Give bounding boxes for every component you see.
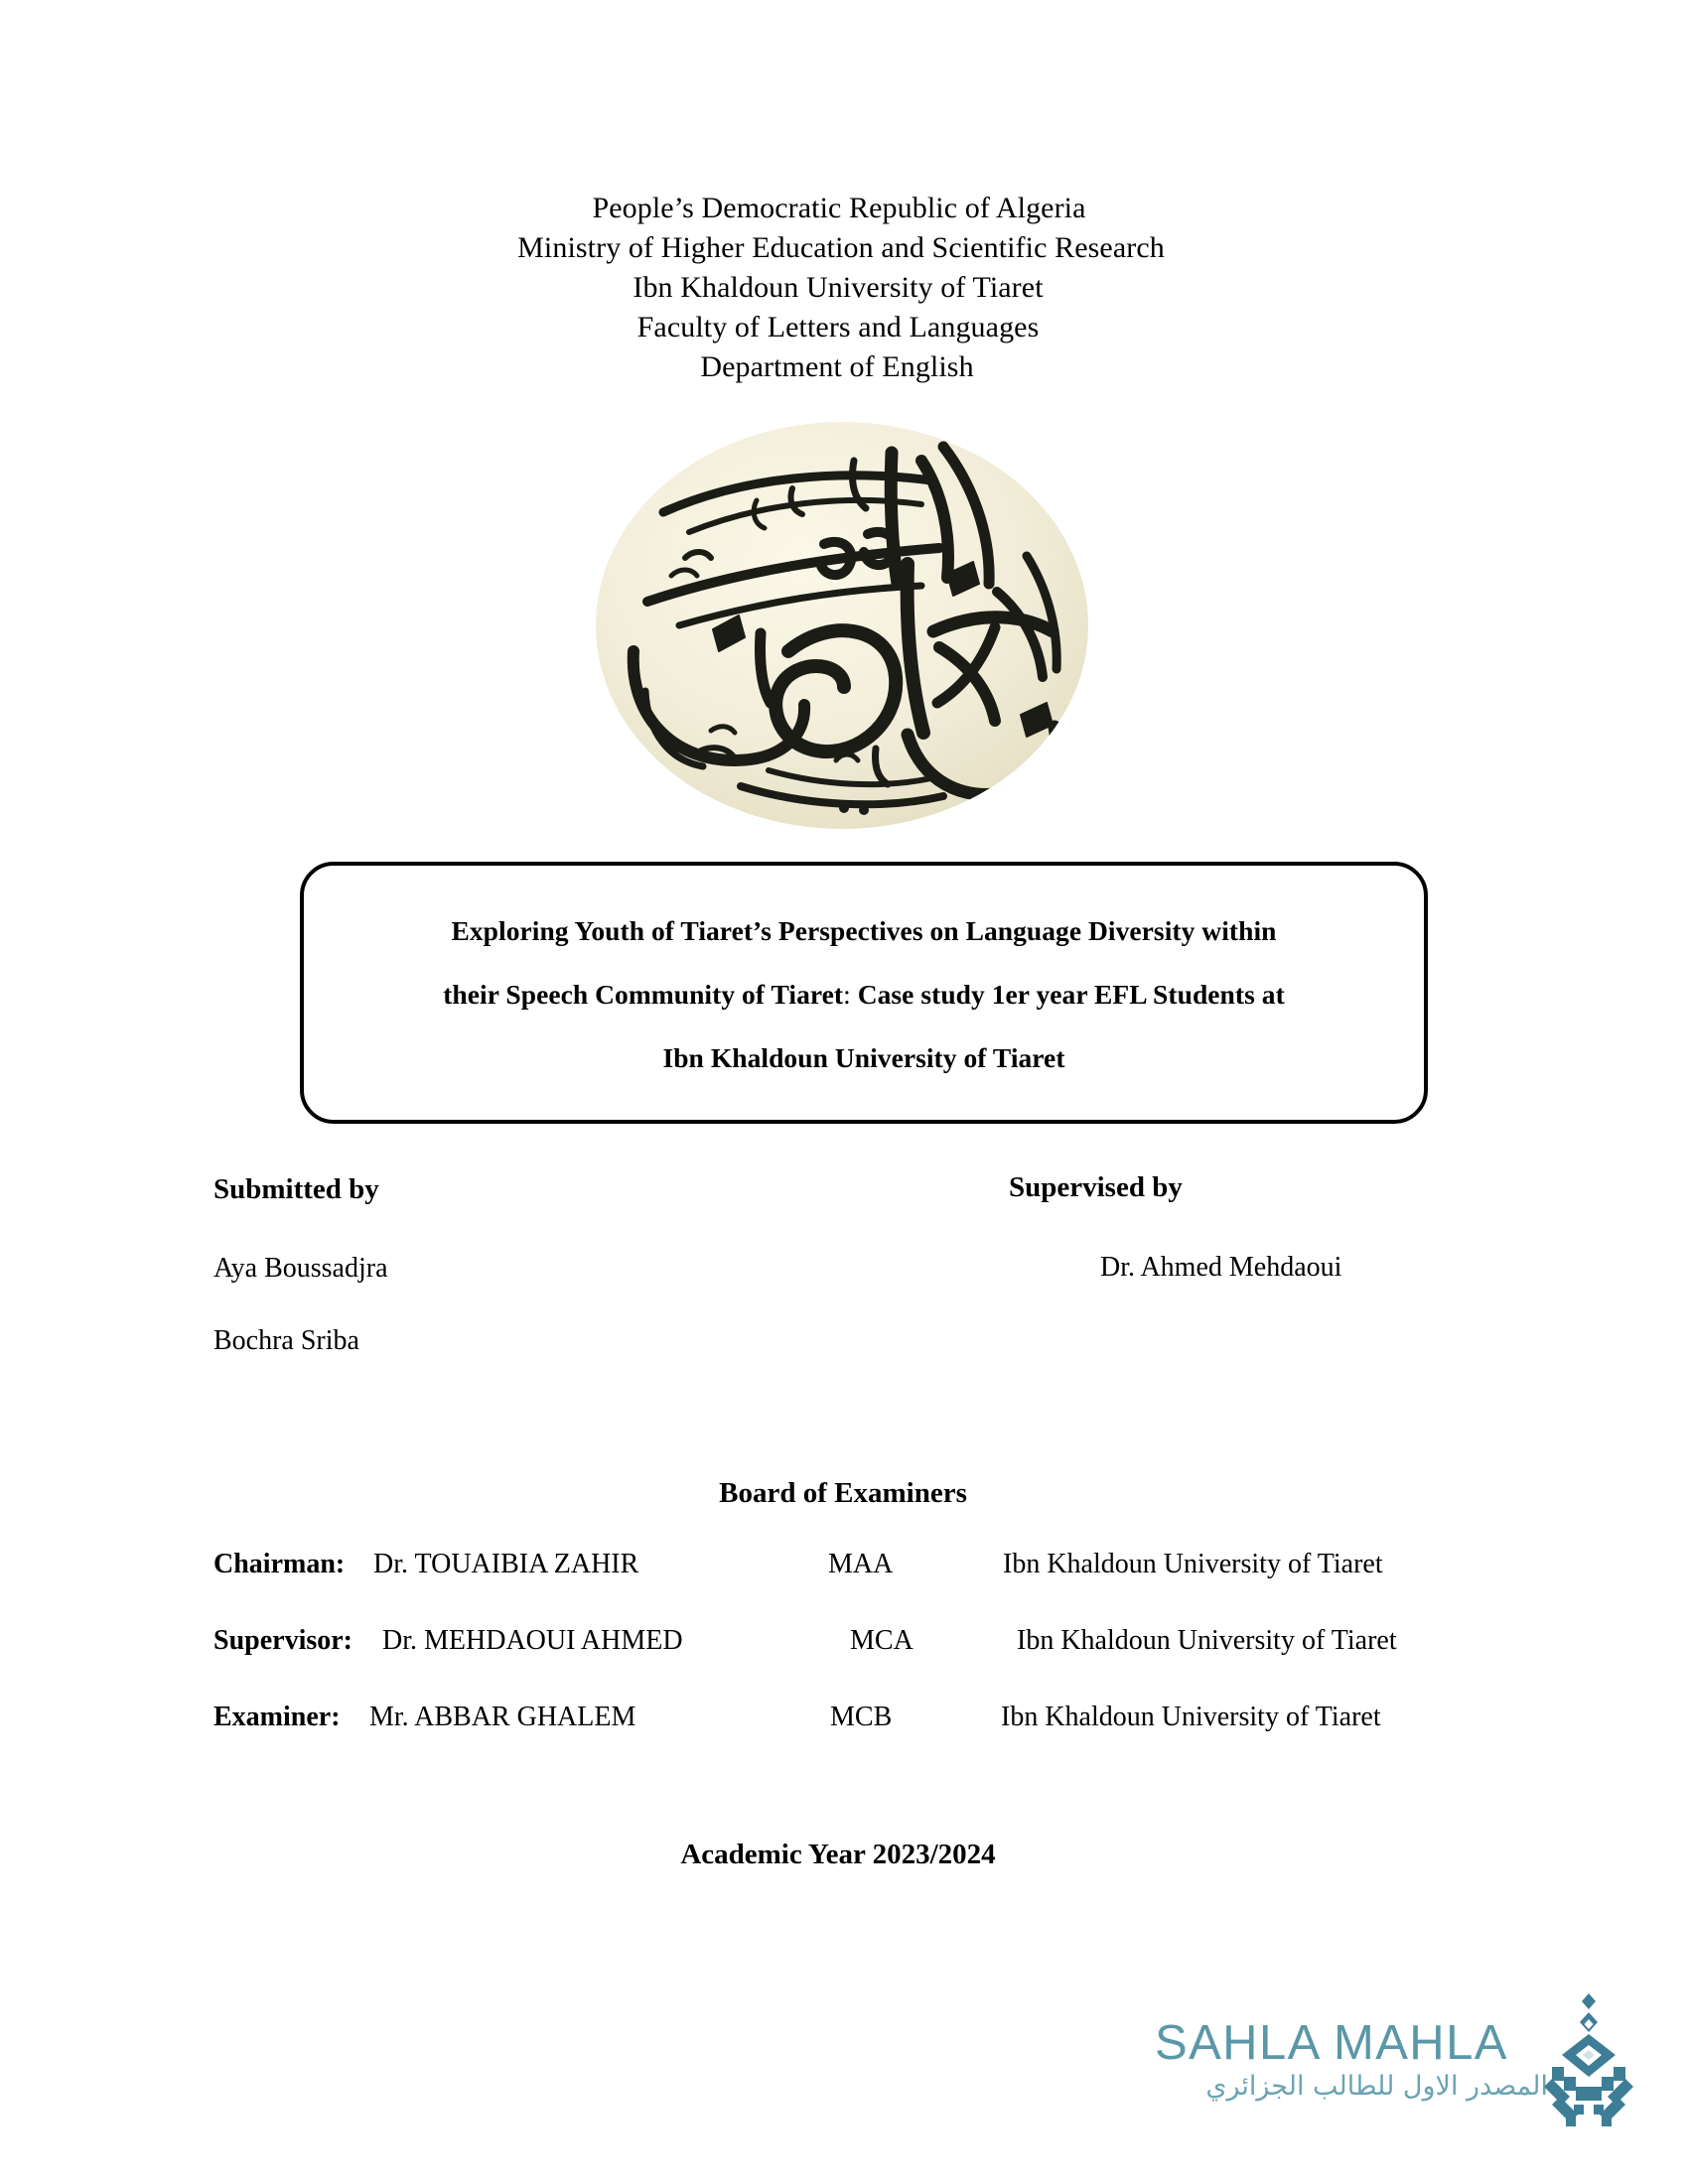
examiner-affiliation: Ibn Khaldoun University of Tiaret [1001,1702,1381,1732]
berber-diamond-ornament-icon [1530,1993,1647,2128]
examiner-name: Dr. MEHDAOUI AHMED [382,1625,683,1656]
examiner-rank: MCA [850,1625,914,1656]
examiner-name: Mr. ABBAR GHALEM [369,1702,636,1732]
submitted-by-label: Submitted by [213,1173,379,1205]
institution-line-country: People’s Democratic Republic of Algeria [592,192,1086,224]
university-emblem [594,417,1090,834]
title-line-2-colon: : [843,979,851,1010]
academic-year [0,1839,1688,1871]
examiner-role: Supervisor: [213,1625,352,1656]
board-of-examiners-heading-text: Board of Examiners [719,1477,967,1509]
institution-line-department: Department of English [700,350,974,383]
sahla-mahla-wordmark: SAHLA MAHLA [1155,2016,1508,2070]
student-name-1: Aya Boussadjra [213,1253,388,1284]
examiner-row [0,1625,1688,1669]
student-name-2: Bochra Sriba [213,1325,359,1356]
examiner-rank: MAA [828,1549,894,1579]
examiner-role: Examiner: [213,1702,341,1732]
title-line-2-part-b: Case study 1er year EFL Students at [850,979,1285,1010]
institution-line-university: Ibn Khaldoun University of Tiaret [633,271,1044,304]
sahla-mahla-arabic-tagline: المصدر الاول للطالب الجزائري [1205,2071,1548,2102]
title-line-1: Exploring Youth of Tiaret’s Perspectives on Language Diversity within [451,915,1277,946]
board-of-examiners-heading [0,1477,1688,1510]
examiner-rank: MCB [830,1702,893,1732]
sahla-mahla-watermark [1155,1997,1631,2136]
institution-line-ministry: Ministry of Higher Education and Scientific Research [517,231,1165,264]
examiner-name: Dr. TOUAIBIA ZAHIR [373,1549,639,1579]
institution-header [0,189,1688,387]
academic-year-text: Academic Year 2023/2024 [680,1839,996,1870]
examiner-affiliation: Ibn Khaldoun University of Tiaret [1003,1549,1383,1579]
examiner-affiliation: Ibn Khaldoun University of Tiaret [1017,1625,1397,1656]
supervisor-name: Dr. Ahmed Mehdaoui [1100,1252,1342,1283]
dissertation-title-box [300,862,1428,1124]
supervised-by-label: Supervised by [1009,1171,1183,1203]
institution-line-faculty: Faculty of Letters and Languages [636,311,1040,343]
title-line-2-part-a: their Speech Community of Tiaret [443,979,844,1010]
university-emblem-icon [594,417,1090,834]
examiner-row [0,1702,1688,1745]
title-line-3: Ibn Khaldoun University of Tiaret [662,1042,1065,1073]
examiner-row [0,1549,1688,1592]
title-line-2 [350,963,1378,1026]
examiner-role: Chairman: [213,1549,346,1579]
